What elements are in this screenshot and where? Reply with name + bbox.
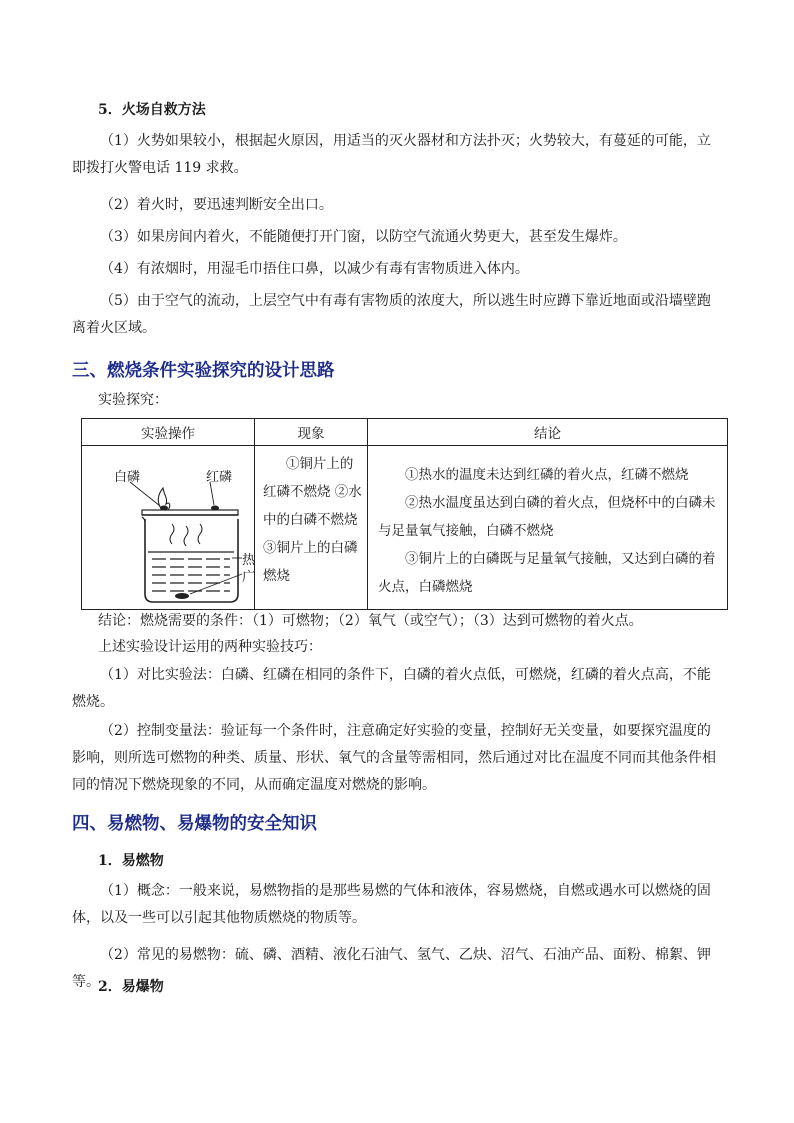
conclusion-2: ②热水温度虽达到白磷的着火点，但烧杯中的白磷未与足量氧气接触，白磷不燃烧 <box>378 495 716 539</box>
label-beaker: 广 <box>242 570 256 585</box>
explosives-heading: 2．易爆物 <box>98 979 164 995</box>
operation-cell <box>82 446 255 610</box>
header-conclusion: 结论 <box>368 419 728 446</box>
label-hot-water: 热 <box>242 553 256 568</box>
table-header-row <box>82 419 728 446</box>
flammables-heading: 1．易燃物 <box>98 853 164 869</box>
red-phosphorus-lump <box>211 506 219 511</box>
phenomenon-cell: ①铜片上的红磷不燃烧 ②水中的白磷不燃烧 ③铜片上的白磷燃烧 <box>255 446 368 610</box>
section-5-heading: 5．火场自救方法 <box>98 102 206 118</box>
paragraph-5-4: （4）有浓烟时，用湿毛巾捂住口鼻，以减少有毒有害物质进入体内。 <box>100 261 529 277</box>
technique-1: （1）对比实验法：白磷、红磷在相同的条件下，白磷的着火点低，可燃烧，红磷的着火点高，不能燃烧。 <box>72 667 711 710</box>
beaker <box>145 519 238 602</box>
copper-plate <box>142 510 238 515</box>
paragraph-5-5: （5）由于空气的流动，上层空气中有毒有害物质的浓度大，所以逃生时应蹲下靠近地面或沿墙壁跑离着火区域。 <box>72 293 711 336</box>
underwater-white-phosphorus <box>175 593 189 599</box>
label-red-phosphorus: 红磷 <box>206 470 233 485</box>
white-phosphorus-lump <box>160 506 168 511</box>
conclusion-1: ①热水的温度未达到红磷的着火点，红磷不燃烧 <box>405 467 689 483</box>
table-row <box>82 446 728 610</box>
label-white-phosphorus: 白磷 <box>114 470 141 485</box>
experiment-table <box>81 418 728 610</box>
techniques-intro: 上述实验设计运用的两种实验技巧： <box>98 639 322 655</box>
section-3-title: 三、燃烧条件实验探究的设计思路 <box>72 361 335 381</box>
paragraph-5-2: （2）着火时，要迅速判断安全出口。 <box>100 197 333 213</box>
paragraph-5-1: （1）火势如果较小，根据起火原因，用适当的灭火器材和方法扑灭；火势较大，有蔓延的可能，立即拨打火警电话 119 求救。 <box>72 133 711 176</box>
flammables-definition: （1）概念：一般来说，易燃物指的是那些易燃的气体和液体，容易燃烧，自燃或遇水可以燃烧的固体，以及一些可以引起其他物质燃烧的物质等。 <box>72 883 711 926</box>
technique-2: （2）控制变量法：验证每一个条件时，注意确定好实验的变量，控制好无关变量，如要探究温度的影响，则所选可燃物的种类、质量、形状、氧气的含量等需相同，然后通过对比在温度不同而其他条件相同的情况下燃烧现象的不同，从而确定温度对燃烧的影响。 <box>72 723 716 793</box>
conclusion-cell <box>368 446 728 610</box>
experiment-conclusion: 结论：燃烧需要的条件：（1）可燃物；（2）氧气（或空气）；（3）达到可燃物的着火点。 <box>98 613 643 629</box>
beaker-figure <box>82 446 254 608</box>
flammables-examples: （2）常见的易燃物：硫、磷、酒精、液化石油气、氢气、乙炔、沼气、石油产品、面粉、棉絮、钾等。 <box>72 947 711 990</box>
header-operation: 实验操作 <box>82 419 255 446</box>
section-4-title: 四、易燃物、易爆物的安全知识 <box>72 814 317 834</box>
paragraph-5-3: （3）如果房间内着火，不能随便打开门窗，以防空气流通火势更大，甚至发生爆炸。 <box>100 229 627 245</box>
conclusion-3: ③铜片上的白磷既与足量氧气接触，又达到白磷的着火点，白磷燃烧 <box>378 551 716 595</box>
header-phenomenon: 现象 <box>255 419 368 446</box>
experiment-intro: 实验探究： <box>98 392 168 408</box>
